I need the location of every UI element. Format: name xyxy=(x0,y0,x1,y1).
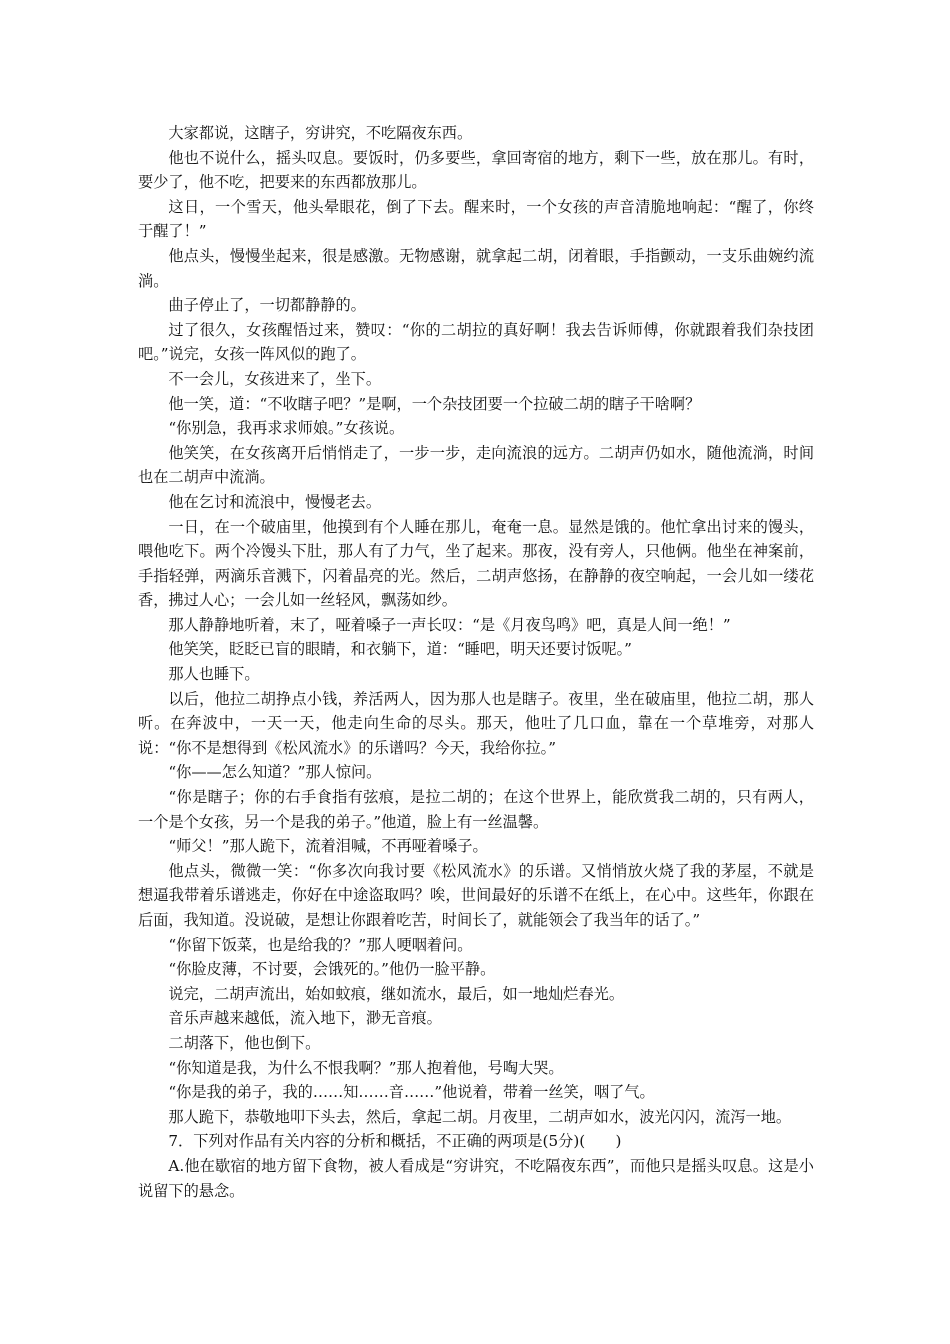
paragraph: 他也不说什么，摇头叹息。要饭时，仍多要些，拿回寄宿的地方，剩下一些，放在那儿。有时，要少了，他不吃，把要来的东西都放那儿。 xyxy=(138,148,814,192)
paragraph: “你脸皮薄，不讨要，会饿死的。”他仍一脸平静。 xyxy=(168,960,496,979)
paragraph: 这日，一个雪天，他头晕眼花，倒了下去。醒来时，一个女孩的声音清脆地响起：“醒了，你终于醒了！” xyxy=(138,197,814,241)
paragraph: 过了很久，女孩醒悟过来，赞叹：“你的二胡拉的真好啊！我去告诉师傅，你就跟着我们杂技团吧。”说完，女孩一阵风似的跑了。 xyxy=(138,320,814,364)
paragraph: “你——怎么知道？”那人惊问。 xyxy=(168,763,382,782)
paragraph: 曲子停止了，一切都静静的。 xyxy=(168,296,366,315)
paragraph: “你知道是我，为什么不恨我啊？”那人抱着他，号啕大哭。 xyxy=(168,1058,564,1077)
paragraph: 他点头，微微一笑：“你多次向我讨要《松风流水》的乐谱。又悄悄放火烧了我的茅屋，不就是想逼我带着乐谱逃走，你好在中途盗取吗？唉，世间最好的乐谱不在纸上，在心中。这些年，你跟在后面，我知道。没说破，是想让你跟着吃苦，时间长了，就能领会了我当年的话了。” xyxy=(138,861,814,929)
paragraph: “师父！”那人跪下，流着泪喊，不再哑着嗓子。 xyxy=(168,837,488,856)
paragraph: 不一会儿，女孩进来了，坐下。 xyxy=(168,369,382,388)
paragraph: 他笑笑，眨眨已盲的眼睛，和衣躺下，道：“睡吧，明天还要讨饭呢。” xyxy=(168,640,632,659)
document-body xyxy=(138,121,814,1203)
paragraph: 那人也睡下。 xyxy=(168,665,260,684)
paragraph: 一日，在一个破庙里，他摸到有个人睡在那儿，奄奄一息。显然是饿的。他忙拿出讨来的馒头，喂他吃下。两个冷馒头下肚，那人有了力气，坐了起来。那夜，没有旁人，只他俩。他坐在神案前，手指轻弹，两滴乐音溅下，闪着晶亮的光。然后，二胡声悠扬，在静静的夜空响起，一会儿如一缕花香，拂过人心；一会儿如一丝轻风，飘荡如纱。 xyxy=(138,517,814,610)
paragraph: “你留下饭菜，也是给我的？”那人哽咽着问。 xyxy=(168,935,473,954)
paragraph: 他点头，慢慢坐起来，很是感激。无物感谢，就拿起二胡，闭着眼，手指颤动，一支乐曲婉约流淌。 xyxy=(138,246,814,290)
option-a: A.他在歇宿的地方留下食物，被人看成是“穷讲究，不吃隔夜东西”，而他只是摇头叹息。这是小说留下的悬念。 xyxy=(138,1156,814,1200)
paragraph: 说完，二胡声流出，始如蚊痕，继如流水，最后，如一地灿烂春光。 xyxy=(168,984,625,1003)
paragraph: “你是瞎子；你的右手食指有弦痕，是拉二胡的；在这个世界上，能欣赏我二胡的，只有两人，一个是个女孩，另一个是我的弟子。”他道，脸上有一丝温馨。 xyxy=(138,788,814,831)
paragraph: 音乐声越来越低，流入地下，渺无音痕。 xyxy=(168,1009,442,1028)
paragraph: 他一笑，道：“不收瞎子吧？”是啊，一个杂技团要一个拉破二胡的瞎子干啥啊？ xyxy=(168,394,701,413)
paragraph: 那人跪下，恭敬地叩下头去，然后，拿起二胡。月夜里，二胡声如水，波光闪闪，流泻一地。 xyxy=(168,1107,792,1126)
paragraph: “你是我的弟子，我的……知……音……”他说着，带着一丝笑，咽了气。 xyxy=(168,1083,655,1102)
paragraph: 大家都说，这瞎子，穷讲究，不吃隔夜东西。 xyxy=(168,124,473,142)
paragraph: 以后，他拉二胡挣点小钱，养活两人，因为那人也是瞎子。夜里，坐在破庙里，他拉二胡，那人听。在奔波中，一天一天，他走向生命的尽头。那天，他吐了几口血，靠在一个草堆旁，对那人说：“你不是想得到《松风流水》的乐谱吗？今天，我给你拉。” xyxy=(138,689,814,757)
paragraph: “你别急，我再求求师娘。”女孩说。 xyxy=(168,419,405,438)
paragraph: 那人静静地听着，末了，哑着嗓子一声长叹：“是《月夜鸟鸣》吧，真是人间一绝！” xyxy=(168,615,731,634)
paragraph: 他在乞讨和流浪中，慢慢老去。 xyxy=(168,492,382,511)
question-stem: 7．下列对作品有关内容的分析和概括，不正确的两项是(5分)( ) xyxy=(168,1132,622,1151)
paragraph: 他笑笑，在女孩离开后悄悄走了，一步一步，走向流浪的远方。二胡声仍如水，随他流淌，时间也在二胡声中流淌。 xyxy=(138,443,814,487)
paragraph: 二胡落下，他也倒下。 xyxy=(168,1033,321,1052)
